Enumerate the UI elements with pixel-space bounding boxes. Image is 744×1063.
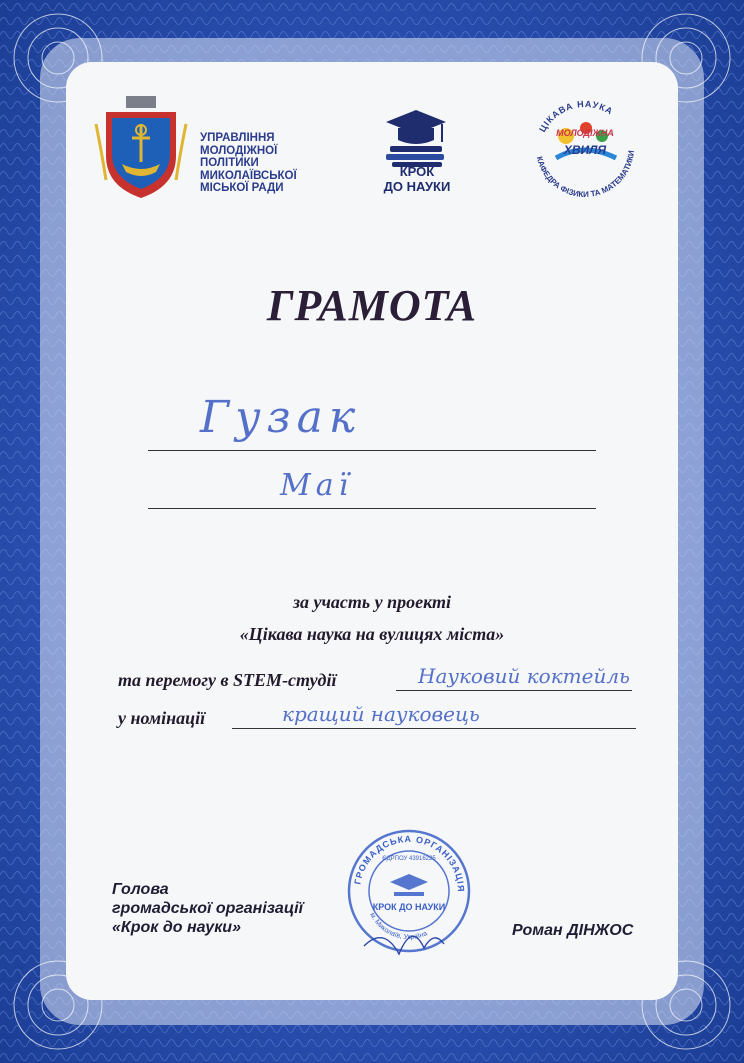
stamp-code-text: ЄДРПОУ 43916225 [382,856,436,862]
wave-top-text: ЦІКАВА НАУКА [537,98,616,134]
wave-word1: МОЛОДІЖНА [556,128,614,138]
stamp-center-text: КРОК ДО НАУКИ [372,902,446,912]
coat-of-arms-logo [92,94,190,200]
participation-text: за участь у проекті [292,592,452,612]
surname-underline [148,450,596,451]
stamp-city-text: м. Миколаїв, Україна [368,911,429,942]
signatory-name: Роман ДІНЖОС [512,922,634,939]
svg-text:КАФЕДРА ФІЗИКИ ТА МАТЕМАТИКИ [535,150,636,199]
stamp-outer-text: ГРОМАДСЬКА ОРГАНІЗАЦІЯ [352,833,467,893]
krok-logo-text: КРОК ДО НАУКИ [383,164,451,194]
nomination-label: у номінації [118,708,206,728]
stem-label: та перемогу в STEM-студії [118,670,337,690]
wave-word2: ХВИЛЯ [563,143,607,157]
krok-do-nauky-logo [376,102,456,212]
recipient-surname: Гузак [200,392,362,443]
certificate-title: ГРАМОТА [266,281,478,330]
signatory-title: Голова громадської організації «Крок до науки» [112,881,304,936]
organization-stamp [344,826,474,956]
stem-value: Науковий коктейль [418,664,630,688]
wave-bottom-text: КАФЕДРА ФІЗИКИ ТА МАТЕМАТИКИ [534,149,637,200]
recipient-name: Маї [280,468,354,503]
name-underline [148,508,596,509]
nomination-underline [232,728,636,729]
stem-underline [396,690,632,691]
molodizhna-khvylia-logo [526,92,644,204]
department-name: УПРАВЛІННЯ МОЛОДІЖНОЇ ПОЛІТИКИ МИКОЛАЇВСЬКОЇ МІСЬКОЇ РАДИ [200,132,297,194]
nomination-value: кращий науковець [282,702,480,726]
project-name: «Цікава наука на вулицях міста» [239,624,505,644]
